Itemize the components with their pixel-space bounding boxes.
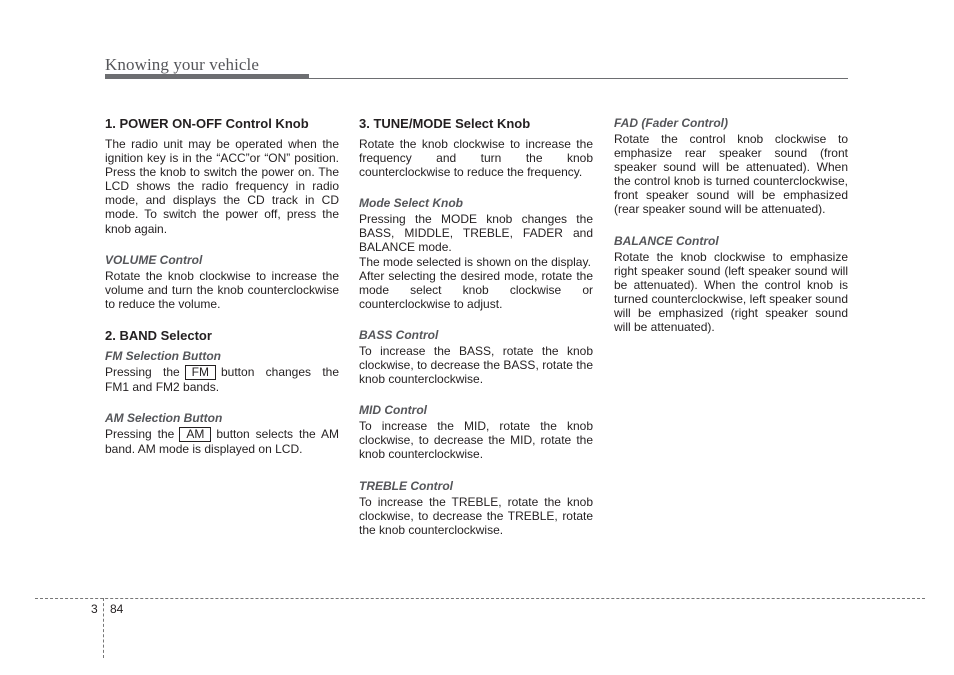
subheading-balance: BALANCE Control [614, 233, 719, 248]
fader-text: Rotate the control knob clockwise to emphasize rear speaker sound (front speaker sound will be attenuated). When the control knob is turned counterclockwise, front speaker sound will be emphasized (rear speaker sound will be attenuated). [614, 132, 848, 217]
fm-text-post: button changes the FM1 and FM2 bands. [105, 364, 339, 394]
header-rule [309, 78, 848, 79]
section-heading-tune: 3. TUNE/MODE Select Knob [359, 116, 531, 131]
column-3 [614, 116, 848, 334]
footer-vertical-divider [103, 598, 104, 658]
subheading-mode: Mode Select Knob [359, 196, 464, 211]
subheading-treble: TREBLE Control [359, 478, 453, 493]
subheading-fm: FM Selection Button [105, 348, 221, 363]
mid-text: To increase the MID, rotate the knob clockwise, to decrease the MID, rotate the knob counterclockwise. [359, 419, 593, 462]
treble-text: To increase the TREBLE, rotate the knob clockwise, to decrease the TREBLE, rotate the knob counterclockwise. [359, 494, 593, 537]
balance-text: Rotate the knob clockwise to emphasize right speaker sound (left speaker sound will be attenuated). When the control knob is turned counterclockwise, left speaker sound will be emphasized (right speaker sound will be attenuated). [614, 249, 848, 335]
fm-button-label: FM [185, 365, 216, 380]
tune-text: Rotate the knob clockwise to increase the frequency and turn the knob counterclockwise to reduce the frequency. [359, 137, 593, 180]
page-header-title: Knowing your vehicle [105, 55, 260, 74]
chapter-number: 3 [91, 602, 98, 616]
column-2 [359, 116, 593, 537]
fm-text [105, 365, 339, 394]
subheading-mid: MID Control [359, 403, 427, 418]
mode-text-1: Pressing the MODE knob changes the BASS, MIDDLE, TREBLE, FADER and BALANCE mode. [359, 212, 593, 255]
subheading-volume: VOLUME Control [105, 252, 203, 267]
mode-text-2: The mode selected is shown on the display. [359, 254, 591, 269]
power-text: The radio unit may be operated when the ignition key is in the “ACC”or “ON” position. Press the knob to switch the power on. The LCD shows the radio frequency in radio mode, and displays the CD track in CD mode. To switch the power off, press the knob again. [105, 137, 339, 236]
header-accent-bar [105, 74, 309, 79]
page-number: 84 [110, 602, 124, 616]
mode-text-3: After selecting the desired mode, rotate the mode select knob clockwise or counterclockwise to adjust. [359, 268, 593, 311]
subheading-am: AM Selection Button [105, 411, 223, 426]
bass-text: To increase the BASS, rotate the knob clockwise, to decrease the BASS, rotate the knob counterclockwise. [359, 343, 593, 387]
am-text-post: button selects the AM band. AM mode is displayed on LCD. [105, 427, 339, 457]
subheading-bass: BASS Control [359, 327, 439, 342]
section-heading-band: 2. BAND Selector [105, 327, 212, 343]
volume-text: Rotate the knob clockwise to increase the volume and turn the knob counterclockwise to reduce the volume. [105, 268, 339, 311]
am-button-label: AM [179, 427, 211, 442]
am-text [105, 427, 339, 456]
column-1 [105, 116, 339, 456]
footer-divider [35, 598, 925, 599]
fm-text-pre: Pressing the [105, 364, 180, 379]
section-heading-power: 1. POWER ON-OFF Control Knob [105, 116, 309, 131]
am-text-pre: Pressing the [105, 427, 175, 442]
subheading-fader: FAD (Fader Control) [614, 116, 728, 130]
